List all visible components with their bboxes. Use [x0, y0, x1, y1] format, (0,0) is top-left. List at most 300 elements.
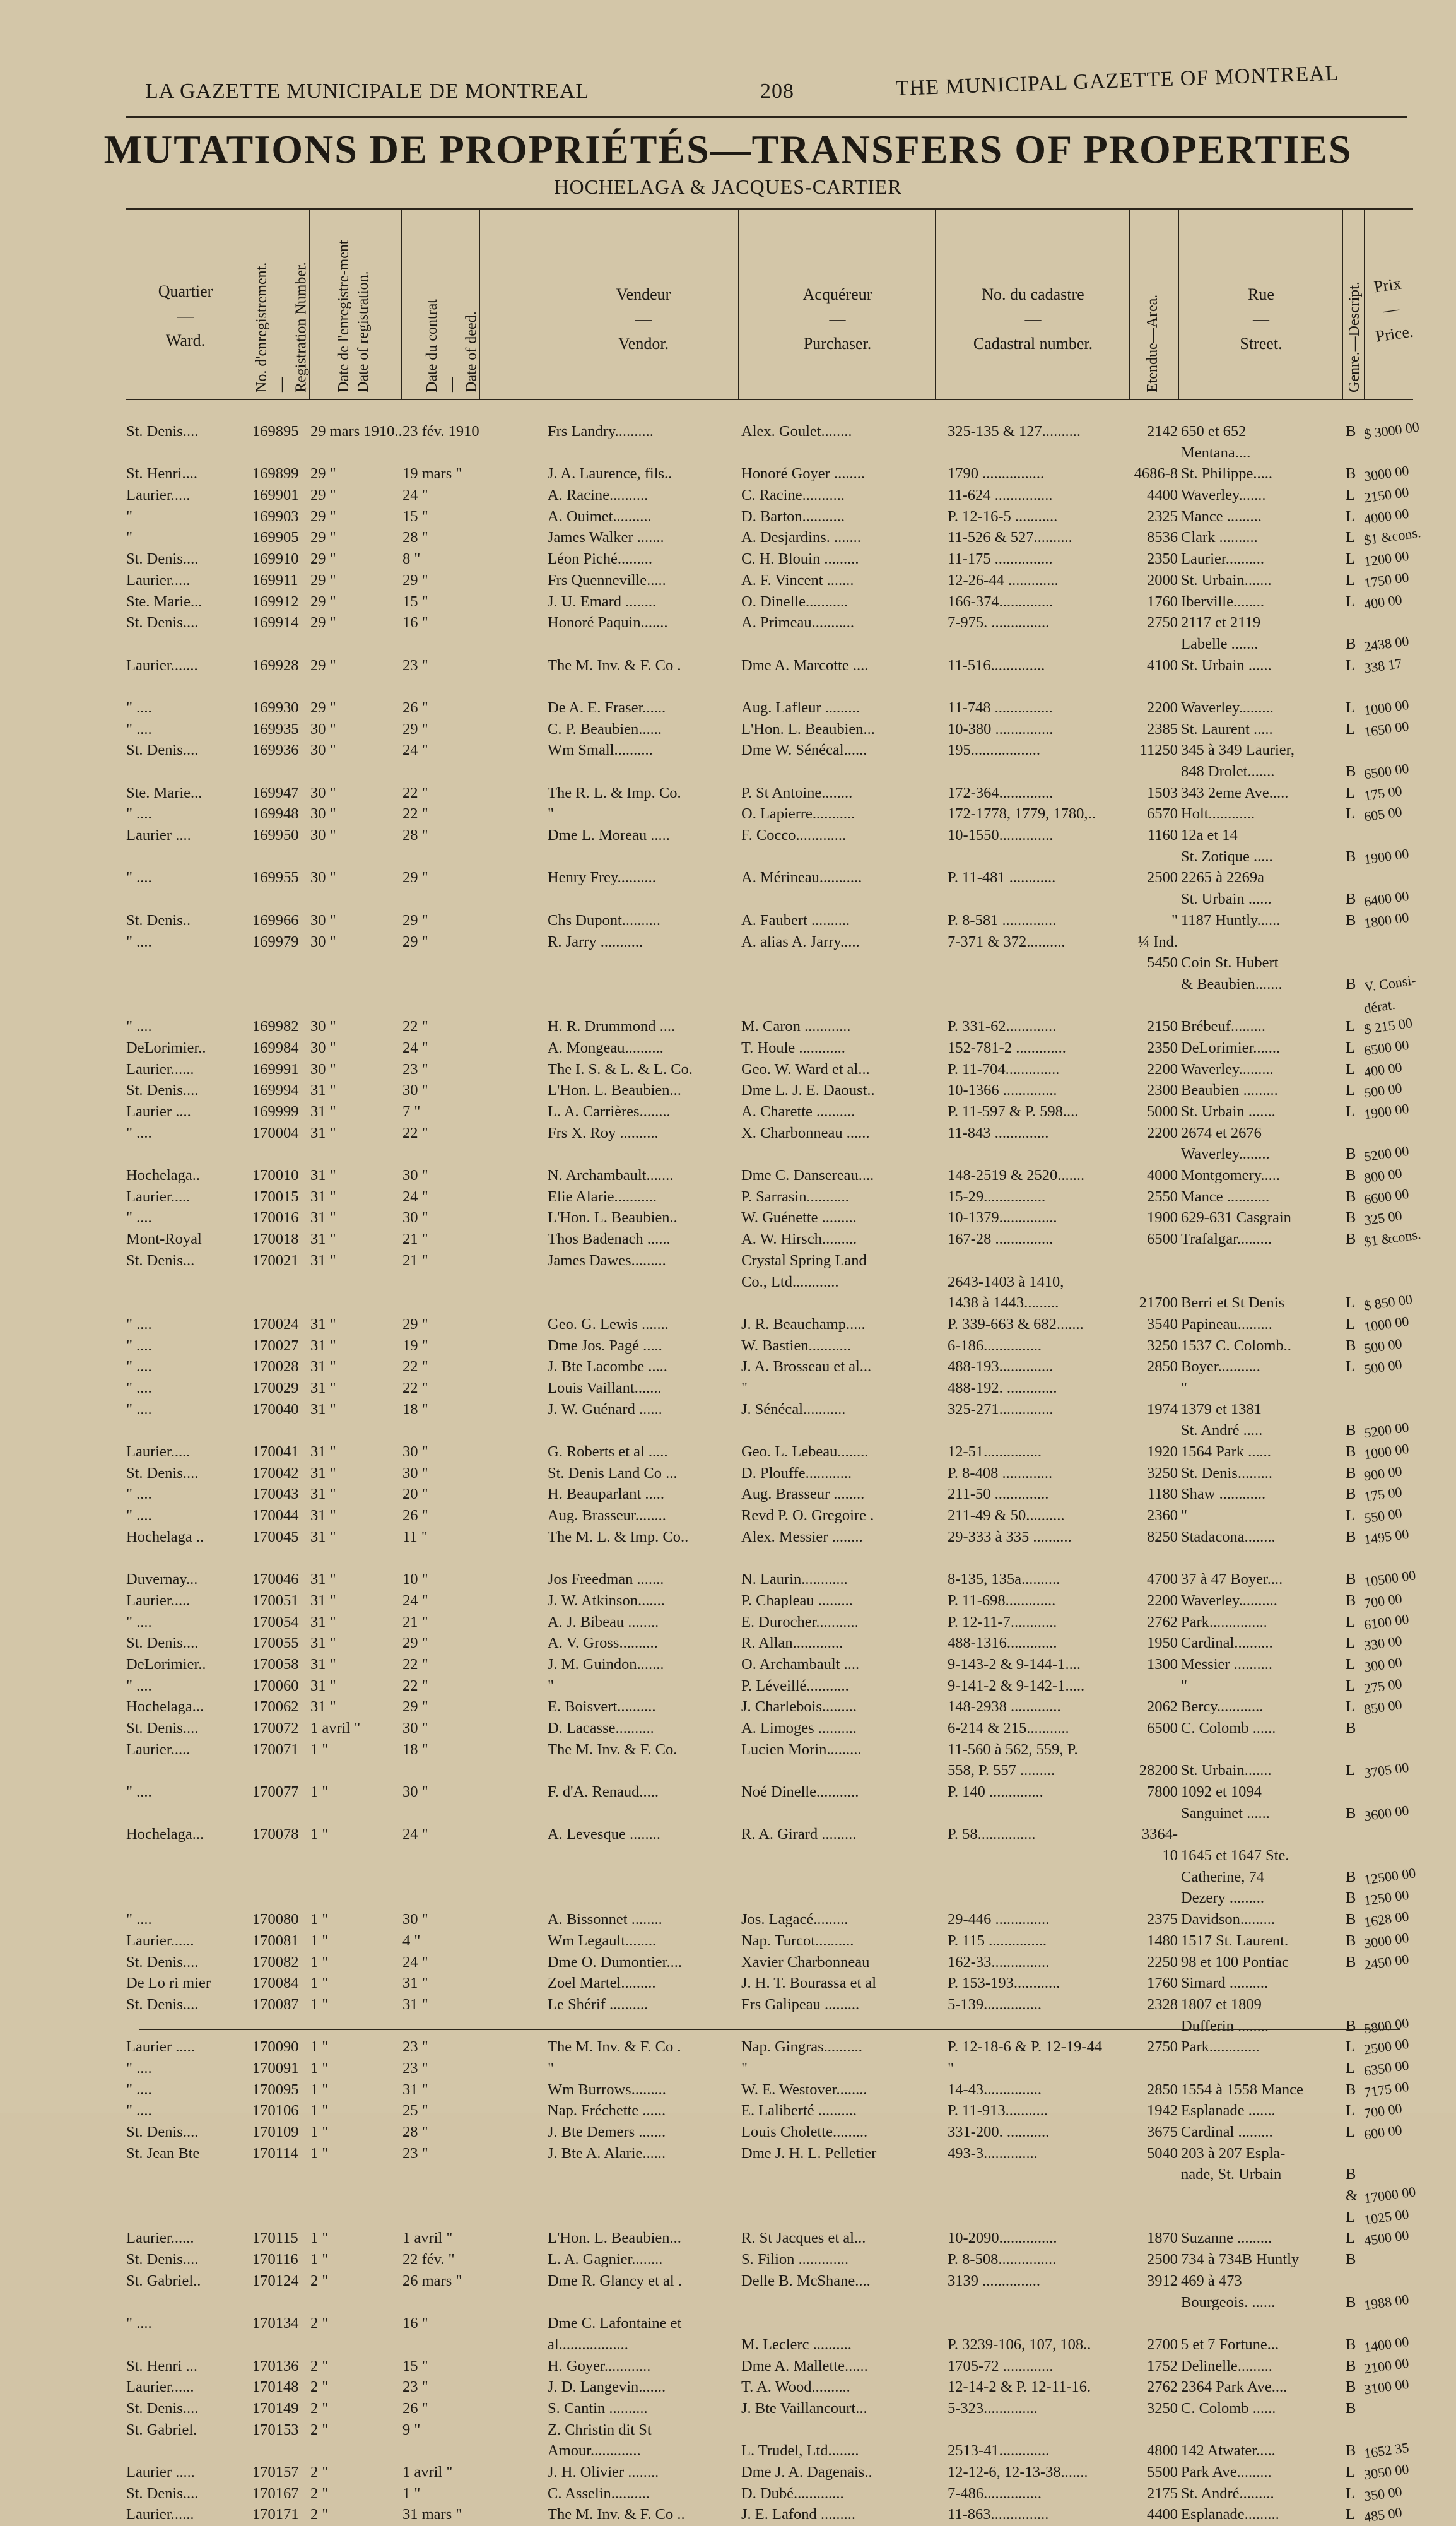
description-cell: B: [1346, 911, 1356, 929]
purchaser-cell: L. Trudel, Ltd........: [741, 2442, 859, 2460]
street-cell: Dufferin ........: [1181, 2017, 1269, 2034]
table-row: [126, 676, 1413, 698]
deed-date-cell: 23 ": [402, 2059, 428, 2077]
registration-number-cell: 170072: [252, 1719, 299, 1737]
vendor-cell: N. Archambault.......: [548, 1167, 674, 1184]
vendor-cell: Wm Small..........: [548, 741, 653, 759]
purchaser-cell: D. Dubé.............: [741, 2484, 844, 2502]
ward-cell: Laurier.....: [126, 487, 191, 504]
table-row: [126, 2377, 1413, 2399]
table-row: [126, 1442, 1413, 1463]
ward-cell: " ....: [126, 1485, 152, 1503]
table-row: [126, 2037, 1413, 2058]
ward-cell: " ....: [126, 1209, 152, 1227]
purchaser-cell: L'Hon. L. Beaubien...: [741, 720, 875, 738]
registration-date-cell: 1 ": [310, 1911, 329, 1928]
price-cell: 4000 00: [1363, 505, 1410, 528]
description-cell: B: [1346, 1464, 1356, 1482]
description-cell: L: [1346, 593, 1355, 610]
description-cell: L: [1346, 1358, 1355, 1376]
area-cell: 4400: [1147, 487, 1178, 504]
purchaser-cell: J. Sénécal...........: [741, 1400, 846, 1418]
ward-cell: " ....: [126, 720, 152, 738]
cadastral-number-cell: 11-516..............: [948, 656, 1045, 674]
vendor-cell: ": [548, 2059, 555, 2077]
vendor-cell: L'Hon. L. Beaubien...: [548, 1082, 681, 1099]
deed-date-cell: 30 ": [402, 1911, 428, 1928]
description-cell: B: [1346, 2017, 1356, 2034]
registration-date-cell: 2 ": [310, 2378, 329, 2396]
registration-number-cell: 169979: [252, 933, 299, 950]
cadastral-number-cell: 488-192. .............: [948, 1379, 1057, 1396]
cadastral-number-cell: P. 12-11-7............: [948, 1613, 1057, 1631]
vendor-cell: Honoré Paquin.......: [548, 614, 668, 632]
area-cell: 1760: [1147, 1974, 1178, 1992]
street-cell: ": [1181, 1677, 1188, 1694]
purchaser-cell: J. E. Lafond .........: [741, 2506, 855, 2523]
table-row: [126, 2313, 1413, 2335]
street-cell: St. Laurent .....: [1181, 720, 1273, 738]
registration-number-cell: 170054: [252, 1613, 299, 1631]
registration-date-cell: 2 ": [310, 2315, 329, 2332]
vendor-cell: S. Cantin ..........: [548, 2399, 648, 2417]
area-cell: 3250: [1147, 1464, 1178, 1482]
deed-date-cell: 28 ": [402, 529, 428, 546]
deed-date-cell: 24 ": [402, 1039, 428, 1056]
cadastral-number-cell: 325-271..............: [948, 1400, 1054, 1418]
registration-number-cell: 170042: [252, 1464, 299, 1482]
table-row: [126, 464, 1413, 485]
area-cell: 8536: [1147, 529, 1178, 546]
vendor-cell: The M. Inv. & F. Co .: [548, 656, 681, 674]
purchaser-cell: Xavier Charbonneau: [741, 1953, 870, 1971]
column-divider: [935, 210, 936, 399]
vendor-cell: Wm Burrows.........: [548, 2080, 666, 2098]
deed-date-cell: 22 ": [402, 805, 428, 823]
purchaser-cell: Frs Galipeau .........: [741, 1995, 860, 2013]
purchaser-cell: Nap. Turcot..........: [741, 1932, 854, 1949]
vendor-cell: A. Bissonnet ........: [548, 1911, 662, 1928]
cadastral-number-cell: P. 8-581 ..............: [948, 911, 1057, 929]
ward-cell: St. Denis....: [126, 741, 199, 759]
street-cell: 12a et 14: [1181, 827, 1238, 844]
ward-cell: " ....: [126, 1018, 152, 1036]
registration-number-cell: 169966: [252, 911, 299, 929]
deed-date-cell: 15 ": [402, 507, 428, 525]
running-head-right: THE MUNICIPAL GAZETTE OF MONTREAL: [895, 61, 1340, 100]
description-cell: B: [1346, 1889, 1356, 1907]
purchaser-cell: E. Durocher...........: [741, 1613, 859, 1631]
price-cell: 1000 00: [1363, 1313, 1410, 1335]
registration-number-cell: 170028: [252, 1358, 299, 1376]
vendor-cell: A. J. Bibeau ........: [548, 1613, 659, 1631]
area-cell: 6500: [1147, 1719, 1178, 1737]
registration-date-cell: 30 ": [310, 827, 336, 844]
deed-date-cell: 19 mars ": [402, 465, 462, 483]
vendor-cell: E. Boisvert..........: [548, 1698, 656, 1716]
deed-date-cell: 22 ": [402, 1655, 428, 1673]
street-cell: Catherine, 74: [1181, 1868, 1264, 1886]
street-cell: 142 Atwater.....: [1181, 2442, 1276, 2460]
street-cell: St. Urbain.......: [1181, 571, 1272, 589]
registration-number-cell: 170114: [252, 2144, 298, 2162]
price-cell: 1000 00: [1363, 696, 1410, 719]
registration-date-cell: 31 ": [310, 1124, 336, 1142]
table-row: [126, 1378, 1413, 1400]
table-row: [126, 1995, 1413, 2016]
street-cell: 2265 à 2269a: [1181, 869, 1264, 887]
table-row: [126, 2228, 1413, 2250]
registration-date-cell: 30 ": [310, 911, 336, 929]
registration-number-cell: 170082: [252, 1953, 299, 1971]
column-divider: [401, 210, 402, 399]
street-cell: Brébeuf.........: [1181, 1018, 1266, 1036]
area-cell: 2062: [1147, 1698, 1178, 1716]
description-cell: B: [1346, 2080, 1356, 2098]
ward-cell: " ....: [126, 805, 152, 823]
cadastral-number-cell: 12-14-2 & P. 12-11-16.: [948, 2378, 1091, 2396]
purchaser-cell: Jos. Lagacé.........: [741, 1911, 848, 1928]
ward-cell: " ....: [126, 2080, 152, 2098]
deed-date-cell: 28 ": [402, 827, 428, 844]
area-cell: 2200: [1147, 1060, 1178, 1078]
description-cell: B: [1346, 1804, 1356, 1822]
ward-cell: " ....: [126, 1613, 152, 1631]
price-cell: 300 00: [1363, 1654, 1403, 1675]
vendor-cell: Jos Freedman .......: [548, 1571, 664, 1588]
cadastral-number-cell: 166-374..............: [948, 593, 1054, 610]
price-cell: 1650 00: [1363, 717, 1410, 740]
description-cell: B: [1346, 465, 1356, 483]
deed-date-cell: 30 ": [402, 1719, 428, 1737]
table-row: [126, 485, 1413, 507]
table-row: [126, 2016, 1413, 2038]
street-cell: Simard ..........: [1181, 1974, 1269, 1992]
registration-number-cell: 170041: [252, 1443, 299, 1460]
vendor-cell: L. A. Gagnier........: [548, 2251, 663, 2269]
deed-date-cell: 21 ": [402, 1231, 428, 1248]
cadastral-number-cell: 2513-41.............: [948, 2442, 1050, 2460]
cadastral-number-cell: P. 11-698.............: [948, 1591, 1056, 1609]
description-cell: B: [1346, 1911, 1356, 1928]
registration-number-cell: 169912: [252, 593, 299, 610]
table-row: [126, 1612, 1413, 1634]
deed-date-cell: 23 ": [402, 2144, 428, 2162]
purchaser-cell: A. Charette ..........: [741, 1103, 855, 1120]
ward-cell: " ....: [126, 869, 152, 887]
registration-number-cell: 169930: [252, 699, 299, 716]
street-cell: St. André.........: [1181, 2484, 1274, 2502]
cadastral-number-cell: 11-843 ..............: [948, 1124, 1049, 1142]
registration-number-cell: 170109: [252, 2123, 299, 2140]
table-row: [126, 972, 1417, 996]
running-head-left: LA GAZETTE MUNICIPALE DE MONTREAL: [145, 80, 590, 103]
purchaser-cell: Dme A. Mallette......: [741, 2357, 868, 2375]
ward-cell: " ....: [126, 699, 152, 716]
registration-date-cell: 31 ": [310, 1507, 336, 1525]
vendor-cell: J. M. Guindon.......: [548, 1655, 664, 1673]
table-row: [126, 613, 1413, 634]
registration-date-cell: 2 ": [310, 2399, 329, 2417]
cadastral-number-cell: 6-186...............: [948, 1337, 1042, 1354]
registration-date-cell: 2 ": [310, 2506, 329, 2523]
street-cell: Messier ..........: [1181, 1655, 1272, 1673]
ward-cell: " ....: [126, 1358, 152, 1376]
area-cell: 3364-: [1141, 1826, 1178, 1843]
purchaser-cell: J. R. Beauchamp.....: [741, 1315, 866, 1333]
description-cell: L: [1346, 2038, 1355, 2056]
table-row: [126, 507, 1413, 528]
purchaser-cell: X. Charbonneau ......: [741, 1124, 870, 1142]
deed-date-cell: 15 ": [402, 593, 428, 610]
street-cell: St. Philippe.....: [1181, 465, 1272, 483]
street-cell: Labelle .......: [1181, 635, 1259, 652]
area-cell: 1974: [1147, 1400, 1178, 1418]
street-cell: Trafalgar.........: [1181, 1231, 1272, 1248]
deed-date-cell: 25 ": [402, 2102, 428, 2120]
cadastral-number-cell: 10-1550..............: [948, 827, 1054, 844]
deed-date-cell: 28 ": [402, 2123, 428, 2140]
vendor-cell: D. Lacasse..........: [548, 1719, 654, 1737]
deed-date-cell: 10 ": [402, 1571, 428, 1588]
registration-number-cell: 170090: [252, 2038, 299, 2056]
vendor-cell: Chs Dupont..........: [548, 911, 661, 929]
cadastral-number-cell: 15-29................: [948, 1188, 1046, 1205]
deed-date-cell: 23 ": [402, 2378, 428, 2396]
area-cell: 1300: [1147, 1655, 1178, 1673]
purchaser-cell: Dme C. Dansereau....: [741, 1167, 874, 1184]
description-cell: L: [1346, 507, 1355, 525]
ward-cell: Laurier......: [126, 2378, 194, 2396]
area-cell: 4400: [1147, 2506, 1178, 2523]
header-purchaser: Acquéreur — Purchaser.: [802, 285, 872, 353]
area-cell: 2385: [1147, 720, 1178, 738]
cadastral-number-cell: 558, P. 557 .........: [948, 1762, 1055, 1779]
ward-cell: Hochelaga...: [126, 1826, 204, 1843]
registration-number-cell: 170018: [252, 1231, 299, 1248]
cadastral-number-cell: 11-863...............: [948, 2506, 1049, 2523]
area-cell: 6500: [1147, 1231, 1178, 1248]
vendor-cell: The M. Inv. & F. Co.: [548, 1740, 678, 1758]
registration-number-cell: 169982: [252, 1018, 299, 1036]
registration-number-cell: 169905: [252, 529, 299, 546]
price-cell: 2450 00: [1363, 1951, 1410, 1973]
price-cell: 1025 00: [1363, 2205, 1410, 2228]
ward-cell: St. Denis...: [126, 1251, 195, 1269]
purchaser-cell: A. Desjardins. .......: [741, 529, 861, 546]
area-cell: 2250: [1147, 1953, 1178, 1971]
deed-date-cell: 30 ": [402, 1783, 428, 1800]
purchaser-cell: R. Allan.............: [741, 1634, 843, 1652]
registration-date-cell: 29 ": [310, 487, 336, 504]
purchaser-cell: D. Plouffe............: [741, 1464, 852, 1482]
vendor-cell: A. V. Gross..........: [548, 1634, 658, 1652]
deed-date-cell: 24 ": [402, 1953, 428, 1971]
purchaser-cell: Alex. Goulet........: [741, 423, 852, 440]
description-cell: B: [1346, 1167, 1356, 1184]
deed-date-cell: 26 ": [402, 2399, 428, 2417]
description-cell: L: [1346, 2123, 1355, 2140]
table-row: [126, 2293, 1413, 2314]
registration-number-cell: 170015: [252, 1188, 299, 1205]
area-cell: 7800: [1147, 1783, 1178, 1800]
table-row: [126, 1357, 1413, 1378]
vendor-cell: F. d'A. Renaud.....: [548, 1783, 659, 1800]
price-cell: 10500 00: [1363, 1567, 1417, 1590]
price-cell: 175 00: [1363, 1484, 1403, 1505]
registration-number-cell: 169899: [252, 465, 299, 483]
street-cell: 650 et 652: [1181, 423, 1247, 440]
price-cell: 5800 00: [1363, 2014, 1410, 2037]
table-row: [126, 2144, 1413, 2165]
purchaser-cell: Aug. Lafleur .........: [741, 699, 860, 716]
header-description: Genre.—Descript.: [1346, 281, 1363, 392]
purchaser-cell: R. St Jacques et al...: [741, 2229, 866, 2247]
street-cell: St. Zotique .....: [1181, 847, 1273, 865]
registration-date-cell: 1 ": [310, 1974, 329, 1992]
registration-date-cell: 1 ": [310, 2123, 329, 2140]
price-cell: V. Consi-: [1363, 972, 1417, 995]
area-cell: 2360: [1147, 1507, 1178, 1525]
cadastral-number-cell: 7-371 & 372..........: [948, 933, 1066, 950]
table-row: [126, 1824, 1413, 1846]
price-cell: 338 17: [1363, 654, 1403, 676]
header-street: Rue — Street.: [1240, 285, 1283, 353]
purchaser-cell: Noé Dinelle...........: [741, 1783, 859, 1800]
table-row: [126, 1314, 1413, 1336]
ward-cell: " ....: [126, 933, 152, 950]
purchaser-cell: C. H. Blouin .........: [741, 550, 859, 568]
cadastral-number-cell: P. 153-193............: [948, 1974, 1060, 1992]
price-cell: 500 00: [1363, 1335, 1403, 1357]
street-cell: 203 à 207 Espla-: [1181, 2144, 1286, 2162]
price-cell: 800 00: [1363, 1165, 1403, 1186]
street-cell: ": [1181, 1379, 1188, 1396]
street-cell: St. Urbain .......: [1181, 1103, 1276, 1120]
cadastral-number-cell: P. 11-913...........: [948, 2102, 1048, 2120]
price-cell: 275 00: [1363, 1675, 1403, 1697]
description-cell: B: [1346, 2357, 1356, 2375]
price-cell: 3000 00: [1363, 1929, 1410, 1952]
table-row: [126, 1888, 1413, 1909]
street-cell: Park.............: [1181, 2038, 1260, 2056]
street-cell: Bourgeois. ......: [1181, 2293, 1276, 2311]
registration-number-cell: 170029: [252, 1379, 299, 1396]
purchaser-cell: M. Caron ............: [741, 1018, 851, 1036]
description-cell: B: [1346, 1932, 1356, 1949]
cadastral-number-cell: 162-33...............: [948, 1953, 1050, 1971]
ward-cell: " ....: [126, 1124, 152, 1142]
street-cell: Waverley..........: [1181, 1591, 1277, 1609]
ward-cell: St. Denis....: [126, 550, 199, 568]
cadastral-number-cell: 8-135, 135a..........: [948, 1571, 1060, 1588]
price-cell: 605 00: [1363, 803, 1403, 825]
purchaser-cell: T. A. Wood..........: [741, 2378, 850, 2396]
purchaser-cell: Crystal Spring Land: [741, 1251, 867, 1269]
cadastral-number-cell: 7-486...............: [948, 2484, 1042, 2502]
description-cell: B: [1346, 763, 1356, 780]
header-price: Prix — Price.: [1373, 274, 1415, 346]
registration-date-cell: 30 ": [310, 784, 336, 801]
purchaser-cell: ": [741, 2059, 748, 2077]
street-cell: Shaw ............: [1181, 1485, 1266, 1503]
street-cell: Waverley.........: [1181, 699, 1274, 716]
registration-number-cell: 170124: [252, 2272, 299, 2289]
vendor-cell: G. Roberts et al .....: [548, 1443, 668, 1460]
deed-date-cell: 7 ": [402, 1103, 421, 1120]
registration-date-cell: 1 ": [310, 2038, 329, 2056]
area-cell: 3675: [1147, 2123, 1178, 2140]
price-cell: $ 3000 00: [1363, 418, 1421, 442]
deed-date-cell: 29 ": [402, 720, 428, 738]
area-cell: 5000: [1147, 1103, 1178, 1120]
header-area: Etendue—Area.: [1144, 294, 1161, 392]
purchaser-cell: Delle B. McShane....: [741, 2272, 871, 2289]
purchaser-cell: P. Sarrasin...........: [741, 1188, 849, 1205]
street-cell: Bercy............: [1181, 1698, 1264, 1716]
table-row: [126, 1506, 1413, 1527]
table-row: [126, 2122, 1413, 2144]
registration-date-cell: 1 ": [310, 1740, 329, 1758]
deed-date-cell: 18 ": [402, 1400, 428, 1418]
ward-cell: St. Henri....: [126, 465, 197, 483]
table-row: [126, 932, 1413, 953]
table-row: [126, 1567, 1417, 1591]
table-row: [126, 719, 1413, 741]
deed-date-cell: 22 ": [402, 1358, 428, 1376]
street-cell: 734 à 734B Huntly: [1181, 2251, 1300, 2269]
ward-cell: St. Denis....: [126, 1719, 199, 1737]
registration-date-cell: 31 ": [310, 1677, 336, 1694]
street-cell: Mentana....: [1181, 444, 1251, 461]
vendor-cell: Frs Quenneville.....: [548, 571, 666, 589]
vendor-cell: R. Jarry ...........: [548, 933, 643, 950]
vendor-cell: ": [548, 1677, 555, 1694]
price-cell: 6500 00: [1363, 760, 1410, 782]
registration-date-cell: 2 ": [310, 2357, 329, 2375]
area-cell: 2325: [1147, 507, 1178, 525]
price-cell: 700 00: [1363, 1590, 1403, 1612]
description-cell: B: [1346, 975, 1356, 993]
deed-date-cell: 26 ": [402, 699, 428, 716]
deed-date-cell: 23 ": [402, 2038, 428, 2056]
description-cell: B: [1346, 2166, 1356, 2183]
purchaser-cell: F. Cocco.............: [741, 827, 847, 844]
table-row: [126, 1952, 1413, 1974]
ward-cell: Hochelaga..: [126, 1167, 200, 1184]
table-row: [126, 1697, 1413, 1718]
area-cell: 2850: [1147, 1358, 1178, 1376]
vendor-cell: J. D. Langevin.......: [548, 2378, 666, 2396]
description-cell: B: [1346, 1188, 1356, 1205]
cadastral-number-cell: P. 11-481 ............: [948, 869, 1056, 887]
registration-date-cell: 31 ": [310, 1698, 336, 1716]
description-cell: B: [1346, 1337, 1356, 1354]
street-cell: Berri et St Denis: [1181, 1294, 1284, 1312]
area-cell: 2150: [1147, 1018, 1178, 1036]
description-cell: B: [1346, 2251, 1356, 2269]
purchaser-cell: O. Archambault ....: [741, 1655, 860, 1673]
price-cell: 3600 00: [1363, 1802, 1410, 1824]
table-row: [126, 1782, 1413, 1803]
street-cell: 1187 Huntly......: [1181, 911, 1281, 929]
price-cell: 2100 00: [1363, 2354, 1410, 2377]
footer-rule: [139, 2029, 1400, 2030]
price-cell: 6600 00: [1363, 1185, 1410, 1208]
vendor-cell: C. Asselin..........: [548, 2484, 650, 2502]
ward-cell: ": [126, 507, 133, 525]
table-row: [126, 868, 1413, 889]
